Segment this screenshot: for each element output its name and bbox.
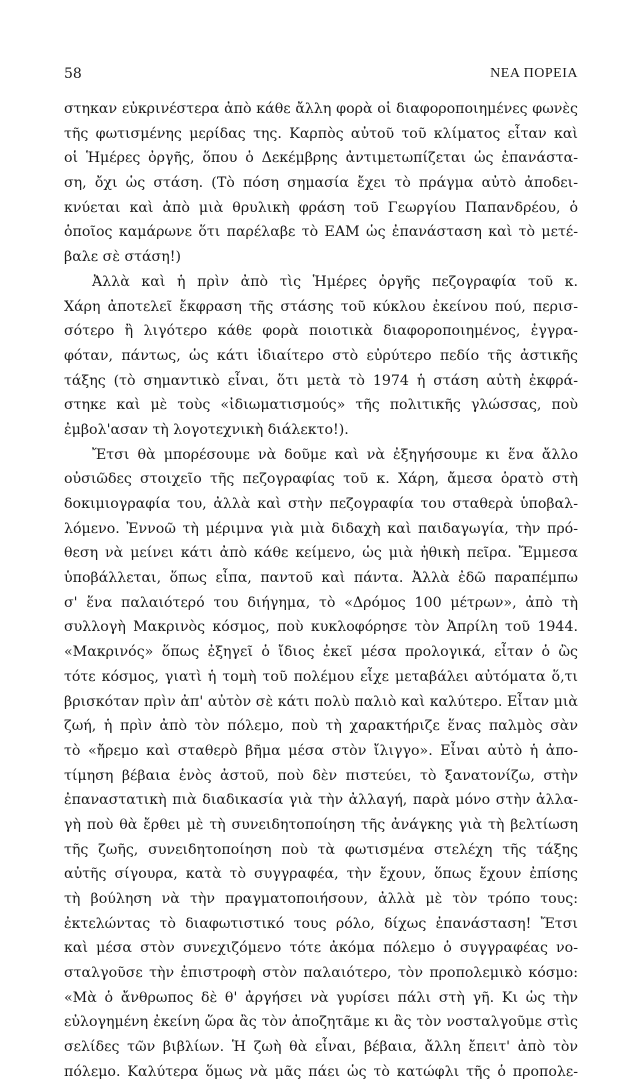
text-line: συλλογὴ Μακρινὸς κόσμος, ποὺ κυκλοφόρησε τὸν Ἀπρίλη τοῦ 1944.: [64, 619, 578, 636]
text-line: κνύεται καὶ ἀπὸ μιὰ θρυλικὴ φράση τοῦ Γεωργίου Παπανδρέου, ὁ: [64, 199, 578, 216]
text-line: ἐμβολ'ασαν τὴ λογοτεχνικὴ διάλεκτο!).: [64, 421, 349, 438]
text-line: ση, ὄχι ὡς στάση. (Τὸ πόση σημασία ἔχει τὸ πράγμα αὐτὸ ἀποδει-: [64, 175, 578, 192]
text-line: εὐλογημένη ἐκείνη ὥρα ἂς τὸν ἀποζητᾶμε κι ἂς τὸν νοσταλγοῦμε στὶς: [64, 1014, 578, 1031]
text-line: λόμενο. Ἐννοῶ τὴ μέριμνα γιὰ μιὰ διδαχὴ καὶ παιδαγωγία, τὴν πρό-: [64, 520, 578, 537]
text-line: πόλεμο. Καλύτερα ὅμως νὰ μᾶς πάει ὡς τὸ κατώφλι τῆς ὁ προπολε-: [64, 1063, 578, 1080]
text-line: ἐκτελώντας τὸ διαφωτιστικό τους ρόλο, δίχως ἐπανάσταση! Ἔτσι: [64, 915, 578, 932]
text-line: τὴ βούληση νὰ τὴν πραγματοποιήσουν, ἀλλὰ μὲ τὸν τρόπο τους:: [64, 891, 578, 907]
text-line: σότερο ἢ λιγότερο κάθε φορὰ ποιοτικὰ διαφοροποιημένος, ἐγγρα-: [64, 323, 578, 340]
text-line: σταλγοῦσε τὴν ἐπιστροφὴ στὸν παλαιότερο, τὸν προπολεμικὸ κόσμο:: [64, 965, 578, 982]
text-line: καὶ μέσα στὸν συνεχιζόμενο τότε ἀκόμα πόλεμο ὁ συγγραφέας νο-: [64, 940, 578, 957]
text-line: οὐσιῶδες στοιχεῖο τῆς πεζογραφίας τοῦ κ. Χάρη, ἄμεσα ὁρατὸ στὴ: [64, 471, 578, 488]
text-line: Χάρη ἀποτελεῖ ἔκφραση τῆς στάσης τοῦ κύκλου ἐκείνου πού, περισ-: [64, 298, 578, 315]
text-line: ὑποβάλλεται, ὅπως εἶπα, παντοῦ καὶ πάντα. Ἀλλὰ ἐδῶ παραπέμπω: [64, 570, 578, 587]
text-line: τάξης (τὸ σημαντικὸ εἶναι, ὅτι μετὰ τὸ 1974 ἡ στάση αὐτὴ ἐκφρά-: [64, 372, 578, 389]
body-text: [64, 97, 578, 1085]
text-line: βρισκόταν πρὶν ἀπ' αὐτὸν σὲ κάτι πολὺ παλιὸ καὶ καλύτερο. Εἶταν μιὰ: [64, 693, 578, 710]
text-line: «Μακρινός» ὅπως ἐξηγεῖ ὁ ἴδιος ἐκεῖ μέσα προλογικά, εἶταν ὁ ὢς: [64, 644, 578, 661]
page-number: 58: [64, 66, 82, 82]
text-line: τίμηση βέβαια ἑνὸς ἀστοῦ, ποὺ δὲν πιστεύει, τὸ ξανατονίζω, στὴν: [64, 767, 578, 784]
text-line: τότε κόσμος, γιατὶ ἡ τομὴ τοῦ πολέμου εἶχε μεταβάλει αὐτόματα ὅ,τι: [64, 668, 578, 685]
text-line: θεση νὰ μείνει κάτι ἀπὸ κάθε κείμενο, ὡς μιὰ ἠθικὴ πεῖρα. Ἔμμεσα: [64, 545, 578, 562]
text-line: σελίδες τῶν βιβλίων. Ἡ ζωὴ θὰ εἶναι, βέβαια, ἄλλη ἔπειτ' ἀπὸ τὸν: [64, 1039, 578, 1056]
page-header: [64, 66, 578, 86]
text-line: Ἀλλὰ καὶ ἡ πρὶν ἀπὸ τὶς Ἡμέρες ὀργῆς πεζογραφία τοῦ κ.: [92, 273, 578, 290]
text-line: ζωή, ἡ πρὶν ἀπὸ τὸν πόλεμο, ποὺ τὴ χαρακτήριζε ἕνας παλμὸς σὰν: [64, 718, 578, 735]
text-line: στηκε καὶ μὲ τοὺς «ἰδιωματισμούς» τῆς πολιτικῆς γλώσσας, ποὺ: [64, 397, 578, 414]
text-line: τὸ «ἤρεμο καὶ σταθερὸ βῆμα μέσα στὸν ἴλιγγο». Εἶναι αὐτὸ ἡ ἀπο-: [64, 742, 578, 759]
text-line: τῆς ζωῆς, συνειδητοποίηση ποὺ τὰ φωτισμένα στελέχη τῆς τάξης: [64, 841, 578, 858]
journal-title: ΝΕΑ ΠΟΡΕΙΑ: [490, 66, 578, 81]
text-line: Ἔτσι θὰ μπορέσουμε νὰ δοῦμε καὶ νὰ ἐξηγήσουμε κι ἕνα ἄλλο: [92, 446, 578, 463]
text-line: δοκιμιογραφία του, ἀλλὰ καὶ στὴν πεζογραφία του σταθερὰ ὑποβαλ-: [64, 496, 578, 512]
text-line: σ' ἕνα παλαιότερό του διήγημα, τὸ «Δρόμος 100 μέτρων», ἀπὸ τὴ: [64, 594, 578, 611]
text-line: τῆς φωτισμένης μερίδας της. Καρπὸς αὐτοῦ τοῦ κλίματος εἶταν καὶ: [64, 125, 578, 142]
text-line: οἱ Ἡμέρες ὀργῆς, ὅπου ὁ Δεκέμβρης ἀντιμετωπίζεται ὡς ἐπανάστα-: [64, 150, 578, 167]
text-line: βαλε σὲ στάση!): [64, 249, 181, 266]
text-line: «Μὰ ὁ ἄνθρωπος δὲ θ' ἀργήσει νὰ γυρίσει πάλι στὴ γῆ. Κι ὡς τὴν: [64, 989, 578, 1006]
text-line: αὐτῆς σίγουρα, κατὰ τὸ συγγραφέα, τὴν ἔχουν, ὅπως ἔχουν ἐπίσης: [64, 866, 578, 883]
text-line: ὁποῖος καμάρωνε ὅτι παρέλαβε τὸ ΕΑΜ ὡς ἐπανάσταση καὶ τὸ μετέ-: [64, 224, 578, 241]
text-line: ἐπαναστατικὴ πιὰ διαδικασία γιὰ τὴν ἀλλαγή, παρὰ μόνο στὴν ἀλλα-: [64, 792, 578, 809]
text-line: φόταν, πάντως, ὡς κάτι ἰδιαίτερο στὸ εὐρύτερο πεδίο τῆς ἀστικῆς: [64, 347, 578, 364]
text-line: στηκαν εὐκρινέστερα ἀπὸ κάθε ἄλλη φορὰ οἱ διαφοροποιημένες φωνὲς: [64, 101, 578, 117]
text-line: γὴ ποὺ θὰ ἔρθει μὲ τὴ συνειδητοποίηση τῆς ἀνάγκης γιὰ τὴ βελτίωση: [64, 816, 578, 833]
